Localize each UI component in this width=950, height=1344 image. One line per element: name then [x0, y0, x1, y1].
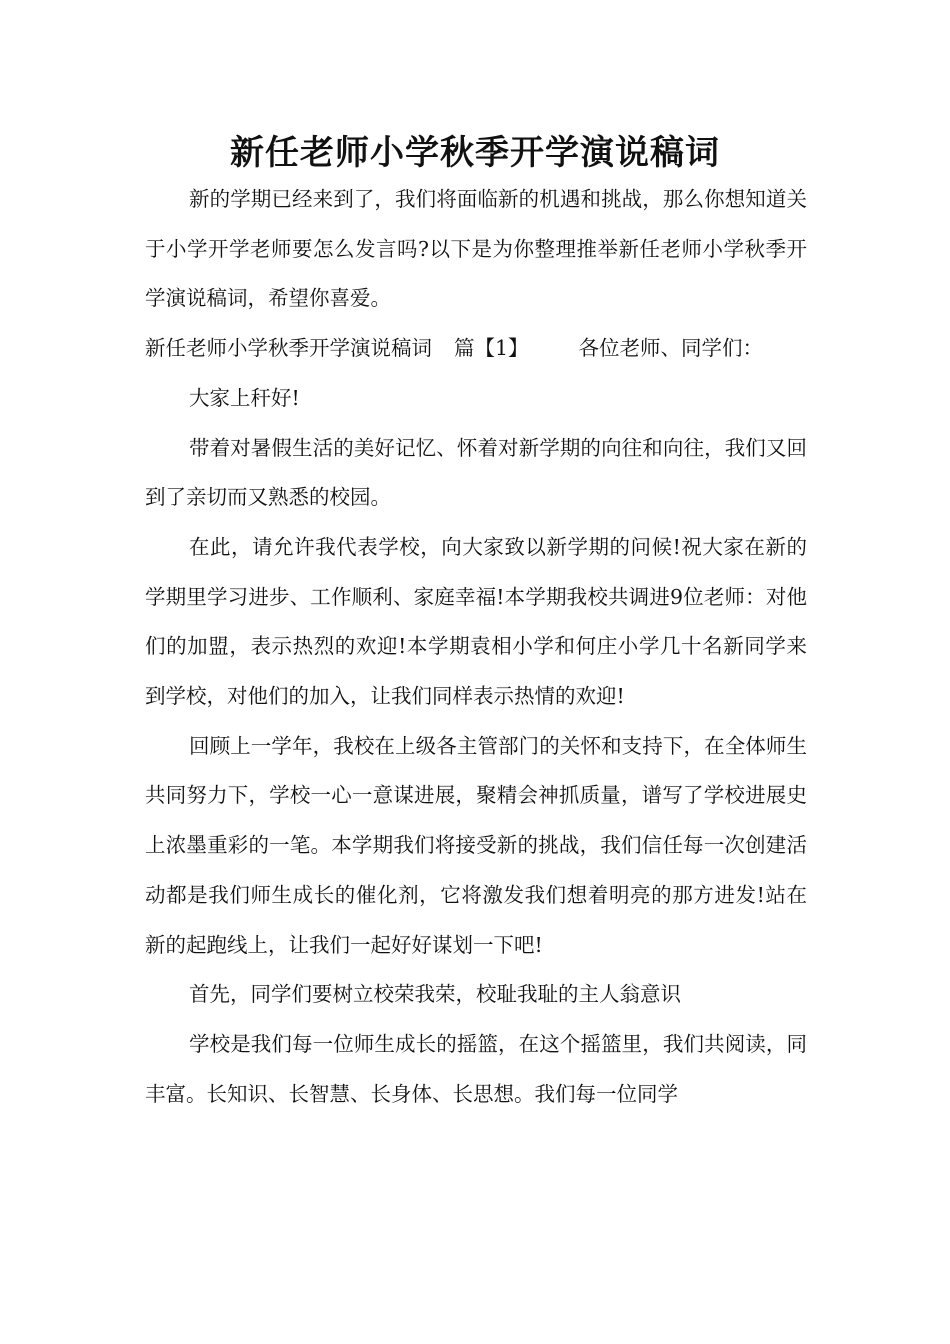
- speech-paragraph: 在此，请允许我代表学校，向大家致以新学期的问候!祝大家在新的学期里学习进步、工作顺利、家庭幸福!本学期我校共调进9位老师：对他们的加盟，表示热烈的欢迎!本学期袁相小学和何庄小学几十名新同学来到学校，对他们的加入，让我们同样表示热情的欢迎!: [145, 534, 807, 709]
- section-salutation: 各位老师、同学们：: [578, 336, 764, 361]
- section-heading-number: 篇【1】: [454, 336, 529, 361]
- document-title: 新任老师小学秋季开学演说稿词: [230, 133, 720, 173]
- document-body: [145, 175, 807, 1119]
- speech-paragraph: 首先，同学们要树立校荣我荣，校耻我耻的主人翁意识: [189, 982, 681, 1007]
- speech-paragraph: 大家上秆好!: [189, 385, 300, 410]
- speech-paragraph: 学校是我们每一位师生成长的摇篮，在这个摇篮里，我们共阅读，同丰富。长知识、长智慧、长身体、长思想。我们每一位同学: [145, 1031, 807, 1106]
- intro-paragraph: 新的学期已经来到了，我们将面临新的机遇和挑战，那么你想知道关于小学开学老师要怎么发言吗?以下是为你整理推举新任老师小学秋季开学演说稿词，希望你喜爱。: [145, 187, 807, 311]
- section-heading-title: 新任老师小学秋季开学演说稿词: [145, 336, 432, 361]
- speech-paragraph: 带着对暑假生活的美好记忆、怀着对新学期的向往和向往，我们又回到了亲切而又熟悉的校园。: [145, 435, 807, 510]
- section-heading: [145, 324, 807, 374]
- speech-paragraph: 回顾上一学年，我校在上级各主管部门的关怀和支持下，在全体师生共同努力下，学校一心一意谋进展，聚精会神抓质量，谱写了学校进展史上浓墨重彩的一笔。本学期我们将接受新的挑战，我们信任每一次创建活动都是我们师生成长的催化剂，它将激发我们想着明亮的那方进发!站在新的起跑线上，让我们一起好好谋划一下吧!: [145, 733, 807, 957]
